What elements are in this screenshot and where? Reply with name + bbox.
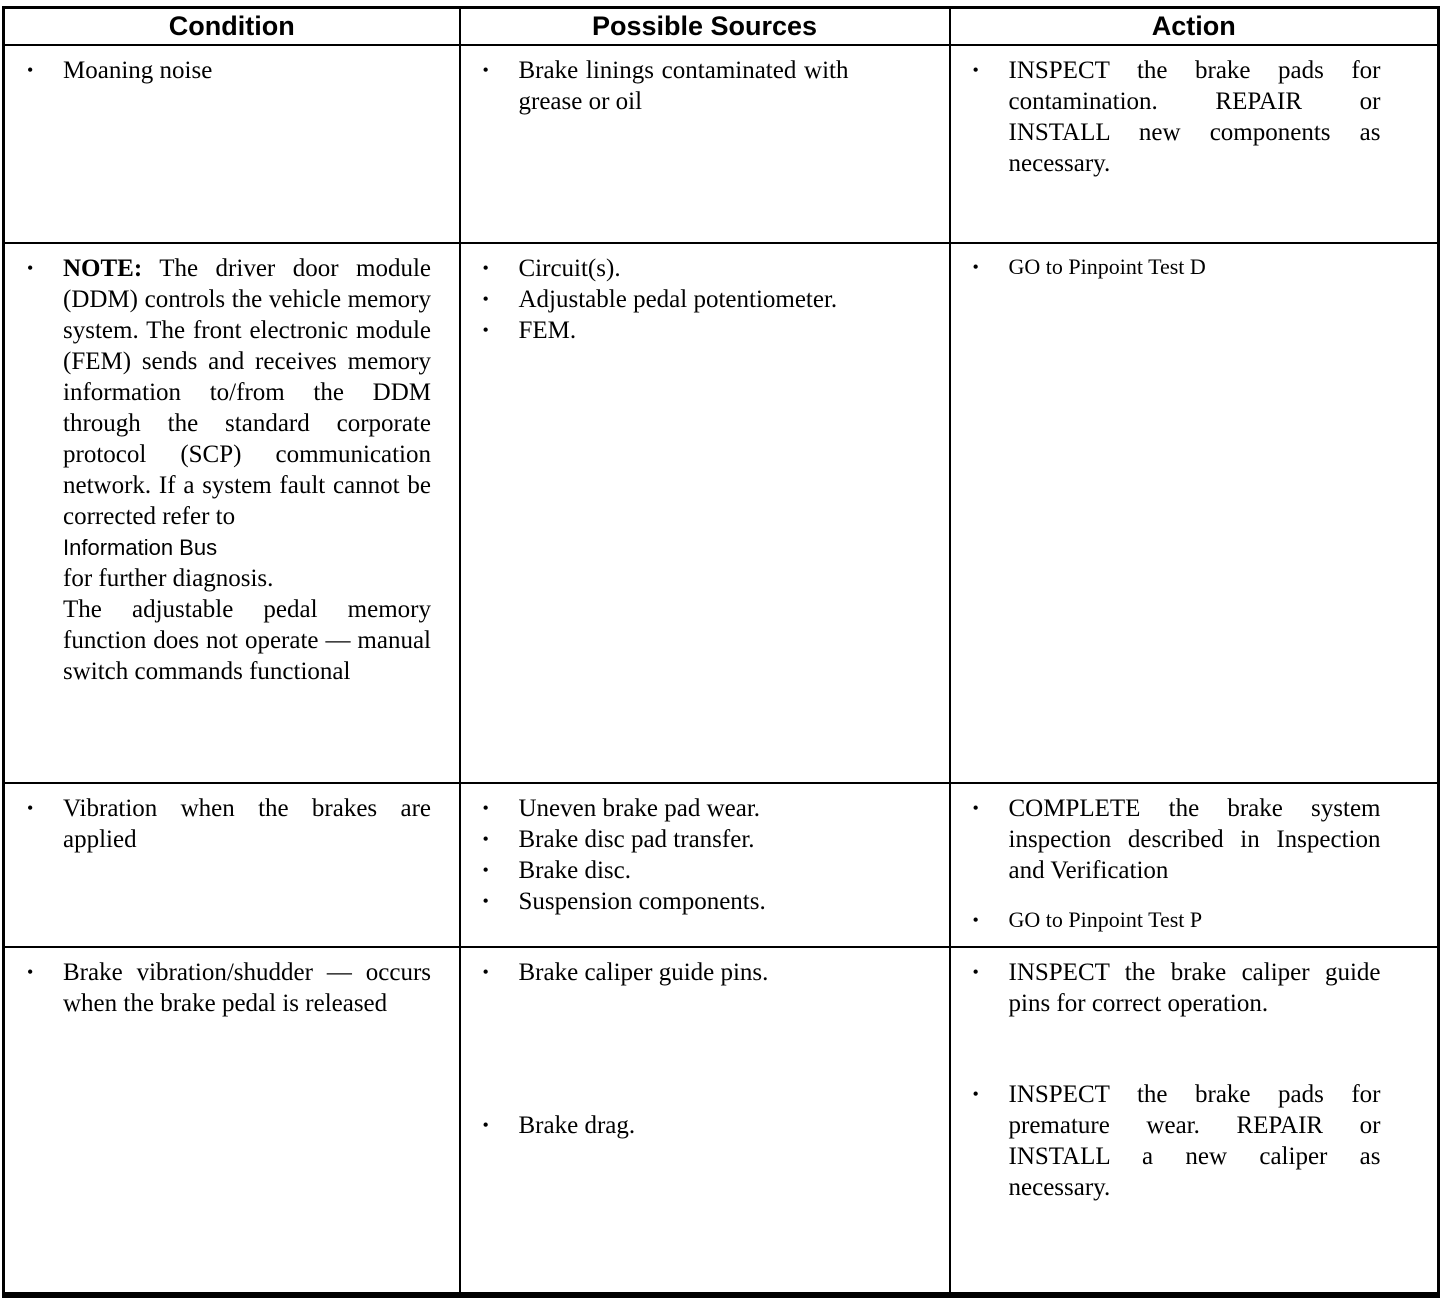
action-text: COMPLETE the brake system inspection described in Inspection and Verification: [1008, 795, 1381, 884]
condition-text: Brake vibration/shudder — occurs when the brake pedal is released: [63, 959, 431, 1017]
action-text: INSPECT the brake pads for premature wear. REPAIR or INSTALL a new caliper as necessary.: [1008, 1081, 1381, 1201]
information-bus-link[interactable]: Information Bus: [63, 535, 218, 560]
action-cell: [950, 243, 1439, 783]
column-header-condition: Condition: [4, 8, 460, 46]
list-item: [15, 957, 447, 1019]
pinpoint-test-d-link[interactable]: GO to Pinpoint Test D: [1008, 254, 1206, 279]
column-header-action: Action: [950, 8, 1439, 46]
bullet-icon: •: [972, 60, 979, 80]
source-text: Circuit(s).: [518, 255, 621, 282]
source-text: Adjustable pedal potentiometer.: [518, 286, 838, 313]
condition-cell: [4, 783, 460, 947]
list-item: [15, 253, 447, 687]
note-label: NOTE:: [63, 255, 143, 282]
list-item: [15, 793, 447, 855]
list-item: [961, 906, 1426, 934]
source-text: Uneven brake pad wear.: [518, 795, 761, 822]
diagnostic-table: [2, 6, 1440, 1298]
list-item: [471, 793, 937, 824]
bullet-icon: •: [27, 798, 34, 818]
list-item: [471, 253, 937, 284]
note-after-link: for further diagnosis.: [63, 565, 274, 592]
list-item: [471, 284, 937, 315]
bullet-icon: •: [972, 1084, 979, 1104]
action-cell: [950, 45, 1439, 243]
source-text: Brake disc pad transfer.: [518, 826, 755, 853]
condition-cell: [4, 45, 460, 243]
bullet-icon: •: [972, 798, 979, 818]
sources-cell: [460, 783, 950, 947]
condition-cell: [4, 947, 460, 1295]
list-item: [961, 55, 1426, 179]
list-item: [471, 886, 937, 917]
bullet-icon: •: [972, 962, 979, 982]
list-item: [15, 55, 447, 86]
list-item: [961, 1079, 1426, 1203]
action-text: INSPECT the brake pads for contamination. REPAIR or INSTALL new components as necessary.: [1008, 57, 1381, 177]
column-header-possible-sources: Possible Sources: [460, 8, 950, 46]
table-row: [4, 947, 1439, 1295]
source-text: Brake drag.: [518, 1112, 636, 1139]
list-item: [471, 855, 937, 886]
table-row: [4, 783, 1439, 947]
condition-cell: [4, 243, 460, 783]
bullet-icon: •: [972, 257, 979, 277]
list-item: [471, 1110, 937, 1141]
bullet-icon: •: [482, 891, 489, 911]
table-row: [4, 45, 1439, 243]
bullet-icon: •: [482, 1115, 489, 1135]
sources-cell: [460, 243, 950, 783]
source-text: FEM.: [518, 317, 577, 344]
condition-note: [63, 253, 431, 687]
list-item: [961, 957, 1426, 1019]
source-text: Brake disc.: [518, 857, 631, 884]
table-header-row: [4, 8, 1439, 46]
pinpoint-test-p-link[interactable]: GO to Pinpoint Test P: [1008, 907, 1203, 932]
list-item: [471, 315, 937, 346]
source-text: Brake caliper guide pins.: [518, 959, 769, 986]
action-cell: [950, 947, 1439, 1295]
note-paragraph-2: The adjustable pedal memory function does not operate — manual switch commands functional: [63, 596, 431, 685]
bullet-icon: •: [482, 258, 489, 278]
bullet-icon: •: [482, 289, 489, 309]
source-text: Brake linings contaminated with grease or oil: [518, 57, 849, 115]
bullet-icon: •: [482, 860, 489, 880]
list-item: [961, 793, 1426, 886]
bullet-icon: •: [482, 962, 489, 982]
bullet-icon: •: [27, 60, 34, 80]
bullet-icon: •: [972, 910, 979, 930]
sources-cell: [460, 45, 950, 243]
bullet-icon: •: [482, 829, 489, 849]
list-item: [471, 824, 937, 855]
condition-text: Vibration when the brakes are applied: [63, 795, 431, 853]
list-item: [471, 957, 937, 988]
note-body: The driver door module (DDM) controls the vehicle memory system. The front electronic module (FEM) sends and receives memory information to/from the DDM through the standard corporate protocol (SCP) communication network. If a system fault cannot be corrected refer to: [63, 255, 431, 530]
table-row: [4, 243, 1439, 783]
bullet-icon: •: [482, 320, 489, 340]
list-item: [471, 55, 937, 117]
condition-text: Moaning noise: [63, 57, 213, 84]
sources-cell: [460, 947, 950, 1295]
bullet-icon: •: [27, 962, 34, 982]
action-cell: [950, 783, 1439, 947]
bullet-icon: •: [482, 60, 489, 80]
source-text: Suspension components.: [518, 888, 766, 915]
bullet-icon: •: [482, 798, 489, 818]
list-item: [961, 253, 1426, 281]
bullet-icon: •: [27, 258, 34, 278]
action-text: INSPECT the brake caliper guide pins for correct operation.: [1008, 959, 1381, 1017]
